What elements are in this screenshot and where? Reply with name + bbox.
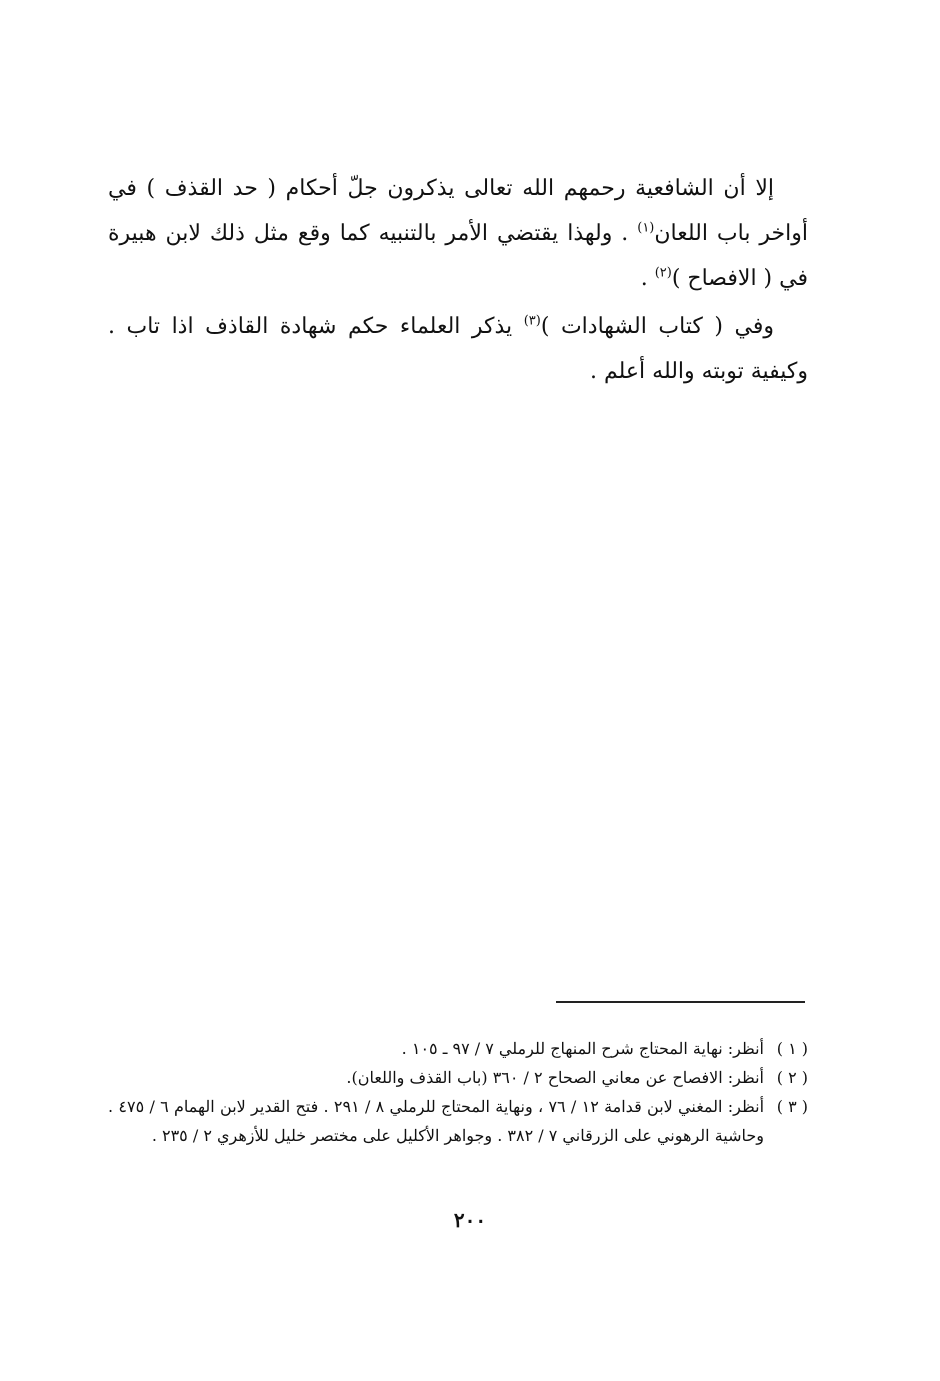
footnote-number: ( ٣ ) (776, 1097, 808, 1116)
footnote-text: أنظر: المغني لابن قدامة ١٢ / ٧٦ ، ونهاية المحتاج للرملي ٨ / ٢٩١ . فتح القدير لابن الهمام ٦ / ٤٧٥ . وحاشية الرهوني على الزرقاني ٧ / ٣٨٢ . وجواهر الأكليل على مختصر خليل للأزهري ٢ / ٢٣٥ . (108, 1097, 765, 1145)
footnote-text: أنظر: الافصاح عن معاني الصحاح ٢ / ٣٦٠ (باب القذف واللعان). (346, 1068, 764, 1087)
main-text (108, 166, 808, 394)
paragraph-2 (108, 304, 808, 394)
footnote-separator (556, 1001, 805, 1003)
footnote-1 (108, 1034, 808, 1063)
page-number: ٢٠٠ (453, 1208, 487, 1232)
footnote-text: أنظر: نهاية المحتاج شرح المنهاج للرملي ٧ / ٩٧ ـ ١٠٥ . (401, 1039, 764, 1058)
paragraph-1-text-2: . ولهذا يقتضي الأمر بالتنبيه كما وقع مثل ذلك لابن هبيرة في ( الافصاح ) (108, 221, 808, 291)
footnote-number: ( ٢ ) (776, 1068, 808, 1087)
paragraph-2-text-2: يذكر العلماء حكم شهادة القاذف اذا تاب . وكيفية توبته والله أعلم . (108, 314, 808, 384)
footnote-3 (108, 1092, 808, 1150)
paragraph-1 (108, 166, 808, 301)
paragraph-1-end: . (640, 266, 655, 291)
footnote-number: ( ١ ) (776, 1039, 808, 1058)
footnote-ref-2: (٢) (654, 265, 672, 281)
footnote-2 (108, 1063, 808, 1092)
paragraph-2-text: وفي ( كتاب الشهادات ) (540, 314, 774, 339)
paragraph-1-text: إلا أن الشافعية رحمهم الله تعالى يذكرون جلّ أحكام ( حد القذف ) في أواخر باب اللعان (108, 176, 808, 246)
footnote-ref-1: (١) (637, 220, 655, 236)
footnote-ref-3: (٣) (523, 313, 541, 329)
footnotes (108, 1034, 808, 1150)
